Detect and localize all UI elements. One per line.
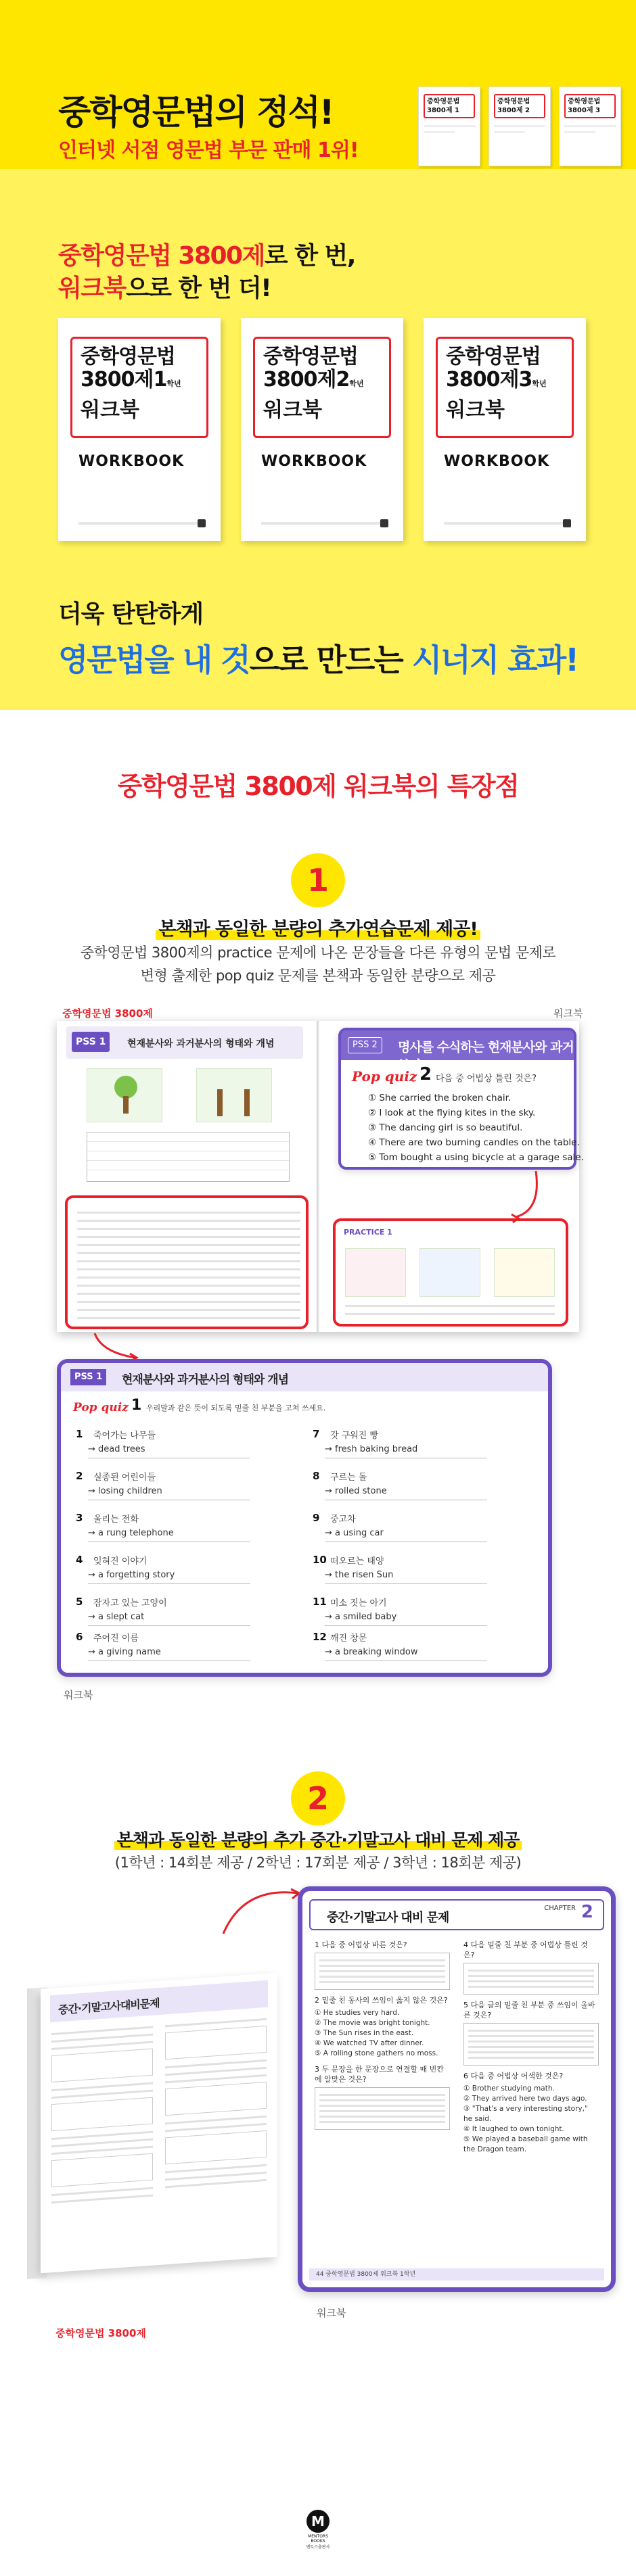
intro-text: 로 한 번, (264, 242, 355, 270)
synergy-blue: 영문법을 (58, 642, 183, 678)
synergy-line-1: 더욱 탄탄하게 (58, 600, 204, 628)
exam-option: ④ It laughed to own tonight. (463, 2125, 564, 2133)
feature-number-1: 1 (291, 853, 345, 907)
arrow-to-workbook (95, 1333, 135, 1358)
cover-title: 중학영문법 (446, 345, 541, 368)
exam-chapter-number: 2 (581, 1902, 593, 1922)
exam-question: 6 다음 중 어법상 어색한 것은? (463, 2072, 564, 2080)
feature1-desc-2: 변형 출제한 pop quiz 문제를 본책과 동일한 분량으로 제공 (140, 968, 496, 984)
quiz-item: 1 죽어가는 나무들 → dead trees (76, 1428, 279, 1467)
exam-option: ⑤ A rolling stone gathers no moss. (315, 2049, 438, 2057)
feature1-desc-1: 중학영문법 3800제의 practice 문제에 나온 문장들을 다른 유형의 문법 문제로 (80, 945, 556, 961)
label-workbook: 워크북 (64, 1689, 93, 1701)
feature2-heading-text: 본책과 동일한 분량의 추가 중간·기말고사 대비 문제 제공 (114, 1830, 522, 1850)
spread-title: 현재분사와 과거분사의 형태와 개념 (127, 1039, 275, 1049)
quiz-item: 10 떠오르는 태양 → the risen Sun (313, 1554, 516, 1593)
label-workbook: 워크북 (553, 1007, 583, 1020)
cover-grade-number: 3 (518, 368, 532, 391)
quiz-item: 6 주어진 이름 → a giving name (76, 1631, 279, 1670)
pop-quiz-label: Pop quiz (352, 1068, 417, 1084)
exam-question: 2 밑줄 친 동사의 쓰임이 옳지 않은 것은? (315, 1996, 448, 2005)
synergy-blue: 내 것 (182, 642, 250, 678)
quiz-item: 2 실종된 어린이들 → losing children (76, 1470, 279, 1509)
exam-question: 5 다음 글의 밑줄 친 부분 중 쓰임이 올바른 것은? (463, 2001, 595, 2020)
logo-brand-ko: 멘토스출판사 (306, 2545, 330, 2550)
cover-workbook-ko: 워크북 (446, 398, 505, 422)
quiz-item: 3 울리는 전화 → a rung telephone (76, 1512, 279, 1551)
label-workbook: 워크북 (317, 2307, 346, 2319)
exam-question: 4 다음 밑줄 친 부분 중 어법상 틀린 것은? (463, 1940, 588, 1959)
spread-pss-badge: PSS 1 (72, 1032, 110, 1052)
workbook-card-header (61, 1363, 548, 1391)
exam-option: ③ The Sun rises in the east. (315, 2029, 414, 2037)
publisher-logo (301, 2510, 335, 2550)
intro-text: 으로 한 번 더! (125, 275, 271, 302)
quiz-item: 7 갓 구워진 빵 → fresh baking bread (313, 1428, 516, 1467)
exam-right-column (463, 1940, 599, 2155)
mini-book-subtitle: 3800제 3 (568, 107, 600, 114)
synergy-blue: 시너지 효과! (411, 642, 578, 678)
quiz-sentence: ① She carried the broken chair. (368, 1093, 512, 1103)
feature2-desc: (1학년 : 14회분 제공 / 2학년 : 17회분 제공 / 3학년 : 18회분 제공) (114, 1855, 522, 1871)
left-book-header (50, 1980, 268, 2023)
exam-header (309, 1899, 604, 1930)
synergy-text: 으로 만드는 (249, 642, 412, 678)
cover-grade-number: 1 (153, 368, 167, 391)
feature2-heading (0, 1827, 636, 1851)
mini-book-title: 중학영문법 (568, 98, 601, 105)
cover-workbook-ko: 워크북 (263, 398, 322, 422)
features-title: 중학영문법 3800제 워크북의 특장점 (117, 771, 519, 801)
arrow-to-practice (516, 1171, 537, 1217)
pop-card-title: 명사를 수식하는 현재분사와 과거분사 (398, 1040, 574, 1073)
exam-question: 3 두 문장을 한 문장으로 연결할 때 빈칸에 알맞은 것은? (315, 2065, 444, 2084)
hero-title: 중학영문법의 정석! (58, 93, 334, 132)
quiz-item: 4 잊혀진 이야기 → a forgetting story (76, 1554, 279, 1593)
cover-series: 3800제 (81, 368, 154, 391)
exam-option: ④ We watched TV after dinner. (315, 2039, 424, 2047)
workbook-pop-quiz-card (57, 1359, 552, 1677)
practice-tag: PRACTICE 1 (344, 1228, 392, 1237)
quiz-sentence: ② I look at the flying kites in the sky. (368, 1107, 536, 1118)
exam-option: ① Brother studying math. (463, 2084, 555, 2093)
exam-option: ⑤ We played a baseball game with the Dragon team. (463, 2135, 588, 2153)
exam-left-column (315, 1940, 450, 2135)
pss-badge: PSS 1 (70, 1369, 106, 1385)
logo-mark-icon: M (306, 2510, 330, 2533)
pop-quiz-instruction: 다음 중 어법상 틀린 것은? (436, 1074, 537, 1084)
exam-option: ③ "That's a very interesting story," he said. (463, 2105, 588, 2123)
mini-book-subtitle: 3800제 1 (427, 107, 459, 114)
pop-quiz-label: Pop quiz (73, 1401, 129, 1414)
cover-series: 3800제 (446, 368, 519, 391)
exam-chapter-label: CHAPTER (544, 1905, 576, 1912)
cover-title: 중학영문법 (81, 345, 175, 368)
quiz-item: 8 구르는 돌 → rolled stone (313, 1470, 516, 1509)
pss-badge: PSS 2 (348, 1037, 382, 1053)
cover-grade-unit: 학년 (349, 379, 364, 388)
mini-book-title: 중학영문법 (497, 98, 530, 105)
label-main-book: 중학영문법 3800제 (62, 1007, 153, 1020)
intro-highlight: 워크북 (58, 275, 126, 302)
cover-workbook-en: WORKBOOK (261, 453, 367, 470)
arrow-to-exam (223, 1892, 298, 1934)
exam-option: ② They arrived here two days ago. (463, 2095, 587, 2103)
quiz-item: 11 미소 짓는 아기 → a smiled baby (313, 1596, 516, 1635)
cover-workbook-ko: 워크북 (81, 398, 139, 422)
mini-book-title: 중학영문법 (427, 98, 460, 105)
quiz-item: 5 잠자고 있는 고양이 → a slept cat (76, 1596, 279, 1635)
logo-brand-en: MENTORS BOOKS (308, 2534, 328, 2544)
cover-grade-number: 2 (336, 368, 350, 391)
feature1-heading-text: 본책과 동일한 분량의 추가연습문제 제공! (156, 919, 480, 940)
mini-book-subtitle: 3800제 2 (497, 107, 530, 114)
quiz-sentence: ③ The dancing girl is so beautiful. (368, 1122, 523, 1133)
pop-quiz-number: 1 (131, 1397, 142, 1414)
hero-subtitle: 인터넷 서점 영문법 부문 판매 1위! (58, 139, 359, 162)
cover-workbook-en: WORKBOOK (78, 453, 185, 470)
exam-footer: 44 중학영문법 3800제 워크북 1학년 (309, 2268, 604, 2281)
workbook-card-title: 현재분사와 과거분사의 형태와 개념 (122, 1373, 289, 1387)
quiz-sentence: ④ There are two burning candles on the table. (368, 1137, 580, 1148)
quiz-item: 9 중고차 → a using car (313, 1512, 516, 1551)
quiz-sentence: ⑤ Tom bought a using bicycle at a garage sale. (368, 1152, 584, 1163)
cover-series: 3800제 (263, 368, 336, 391)
pop-quiz-number: 2 (419, 1064, 432, 1084)
label-main-book: 중학영문법 3800제 (55, 2327, 146, 2339)
exam-title: 중간·기말고사 대비 문제 (327, 1911, 449, 1925)
intro-highlight: 중학영문법 3800제 (58, 242, 265, 270)
quiz-item: 12 깨진 창문 → a breaking window (313, 1631, 516, 1670)
exam-option: ② The movie was bright tonight. (315, 2019, 430, 2027)
pop-quiz-instruction: 우리말과 같은 뜻이 되도록 밑줄 친 부분을 고쳐 쓰세요. (146, 1404, 326, 1412)
cover-title: 중학영문법 (263, 345, 358, 368)
workbook-exam-page (298, 1886, 616, 2292)
exam-option: ① He studies very hard. (315, 2009, 400, 2017)
exam-question: 1 다음 중 어법상 바른 것은? (315, 1940, 407, 1949)
left-book-title: 중간·기말고사대비문제 (58, 1996, 160, 2017)
feature-number-2: 2 (291, 1771, 345, 1826)
cover-grade-unit: 학년 (166, 379, 181, 388)
cover-workbook-en: WORKBOOK (444, 453, 550, 470)
main-book-exam-page (41, 1973, 277, 2273)
cover-grade-unit: 학년 (532, 379, 547, 388)
